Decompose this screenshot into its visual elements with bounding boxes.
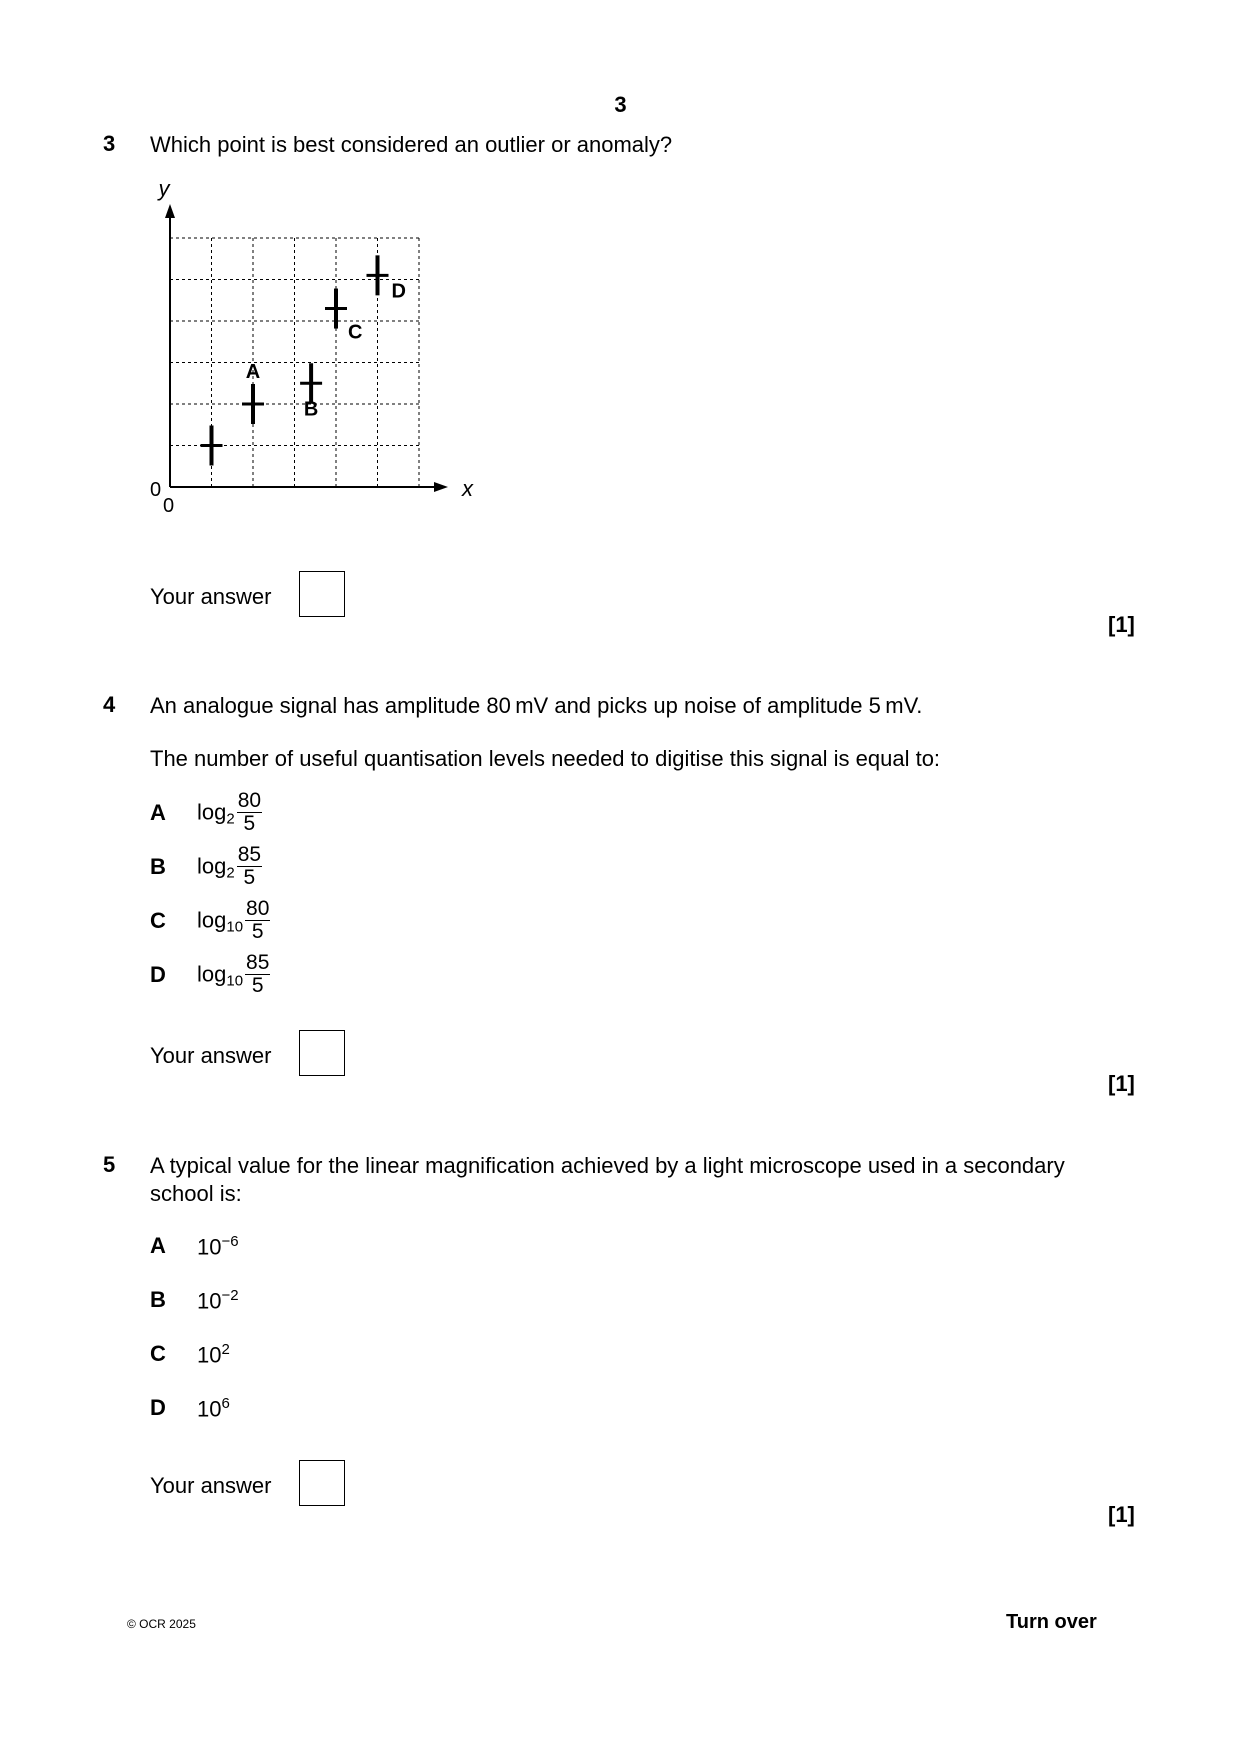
question-5-option-c-value: $10^2$ xyxy=(197,1341,230,1368)
question-3-text: Which point is best considered an outlier or anomaly? xyxy=(150,132,673,157)
question-4-number: 4 xyxy=(103,692,116,717)
question-4-option-b-expression: $\log_2$ $\frac{85}{5}$ xyxy=(197,843,262,889)
question-5-option-b-value: $10^{-2}$ xyxy=(197,1287,239,1314)
question-5-option-b-letter: B xyxy=(150,1287,166,1312)
question-5-option-a-value: $10^{-6}$ xyxy=(197,1233,239,1260)
footer-turn-over: Turn over xyxy=(1006,1611,1097,1633)
question-5-number: 5 xyxy=(103,1152,116,1177)
question-5-option-d-value: $10^6$ xyxy=(197,1395,230,1422)
origin-x-label: 0 xyxy=(163,495,175,517)
question-4-text-2: The number of useful quantisation levels needed to digitise this signal is equal to: xyxy=(150,746,941,771)
y-axis-arrow xyxy=(165,204,175,218)
data-point-label-d: D xyxy=(391,280,406,303)
question-5-marks: [1] xyxy=(1108,1502,1135,1527)
question-4-option-b-letter: B xyxy=(150,854,166,879)
footer-copyright: © OCR 2025 xyxy=(127,1617,196,1631)
question-5-option-d-letter: D xyxy=(150,1395,166,1420)
question-3-number: 3 xyxy=(103,131,116,156)
question-3-graph xyxy=(140,180,480,520)
question-4-answer-label: Your answer xyxy=(150,1043,272,1068)
question-4-answer-box[interactable] xyxy=(299,1030,345,1076)
question-5-option-c-letter: C xyxy=(150,1341,166,1366)
question-5-answer-box[interactable] xyxy=(299,1460,345,1506)
question-4-option-d-expression: $\log_{10}$ $\frac{85}{5}$ xyxy=(197,951,270,997)
question-4-marks: [1] xyxy=(1108,1071,1135,1096)
origin-y-label: 0 xyxy=(150,479,162,501)
y-axis-label: y xyxy=(158,180,170,201)
question-5-text-line-2: school is: xyxy=(150,1181,242,1206)
page-number: 3 xyxy=(614,92,627,117)
question-4-option-c-letter: C xyxy=(150,908,166,933)
question-3-answer-label: Your answer xyxy=(150,584,272,609)
question-3-marks: [1] xyxy=(1108,612,1135,637)
data-point-label-a: A xyxy=(245,361,261,383)
x-axis-label: x xyxy=(462,476,473,501)
question-4-option-c-expression: $\log_{10}$ $\frac{80}{5}$ xyxy=(197,897,270,943)
question-5-answer-label: Your answer xyxy=(150,1473,272,1498)
question-4-option-a-letter: A xyxy=(150,800,166,825)
data-point-label-b: B xyxy=(303,398,319,421)
x-axis-arrow xyxy=(434,482,448,492)
question-4-option-a-expression: $\log_2$ $\frac{80}{5}$ xyxy=(197,789,262,835)
question-5-text-line-1: A typical value for the linear magnification achieved by a light microscope used in a secondary xyxy=(150,1153,1065,1178)
question-5-option-a-letter: A xyxy=(150,1233,166,1258)
question-4-text: An analogue signal has amplitude 80 mV and picks up noise of amplitude 5 mV. xyxy=(150,693,923,718)
data-point-label-c: C xyxy=(348,321,363,344)
question-3-answer-box[interactable] xyxy=(299,571,345,617)
question-4-option-d-letter: D xyxy=(150,962,166,987)
